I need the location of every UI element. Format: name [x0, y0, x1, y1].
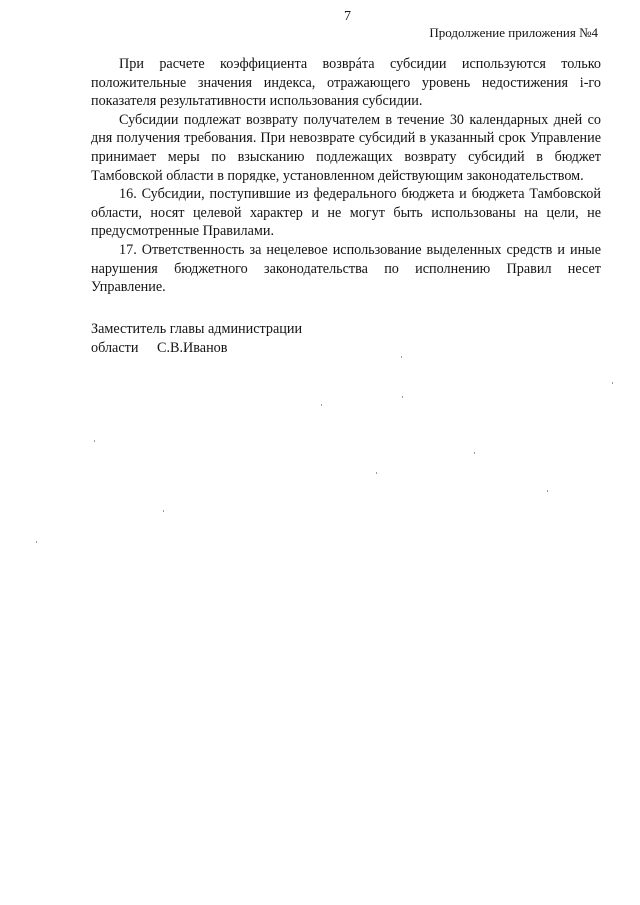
signatory-title: Заместитель главы администрации — [91, 321, 303, 337]
scan-speck — [612, 382, 613, 384]
document-body — [91, 55, 601, 297]
signatory-name: С.В.Иванов — [157, 339, 228, 356]
appendix-note: Продолжение приложения №4 — [429, 25, 598, 40]
signatory-region: области — [91, 339, 139, 356]
paragraph-return-deadline: Субсидии подлежат возврату получателем в течение 30 календарных дней со дня получения требования. При невозврате субсидий в указанный срок Управление принимает меры по взысканию подлежащих возврату субсидий в бюджет Тамбовской области в порядке, установленном действующим законодательством. — [91, 111, 601, 184]
scan-speck — [36, 541, 37, 543]
paragraph-return-coefficient: При расчете коэффициента возврáта субсидии используются только положительные значения индекса, отражающего уровень недостижения i-го показателя результативности использования субсидии. — [91, 56, 601, 110]
page-number: 7 — [344, 9, 351, 24]
scan-speck — [163, 510, 164, 512]
paragraph-item-16: 16. Субсидии, поступившие из федерального бюджета и бюджета Тамбовской области, носят целевой характер и не могут быть использованы на цели, не предусмотренные Правилами. — [91, 186, 601, 240]
scan-speck — [402, 396, 403, 398]
scan-speck — [321, 404, 322, 406]
signature-block — [91, 320, 302, 357]
paragraph-item-17: 17. Ответственность за нецелевое использование выделенных средств и иные нарушения бюджетного законодательства по исполнению Правил несет Управление. — [91, 241, 601, 296]
scan-speck — [547, 490, 548, 492]
scan-speck — [401, 356, 402, 358]
scan-speck — [376, 472, 377, 474]
scan-speck — [474, 452, 475, 454]
scan-speck — [94, 440, 95, 442]
